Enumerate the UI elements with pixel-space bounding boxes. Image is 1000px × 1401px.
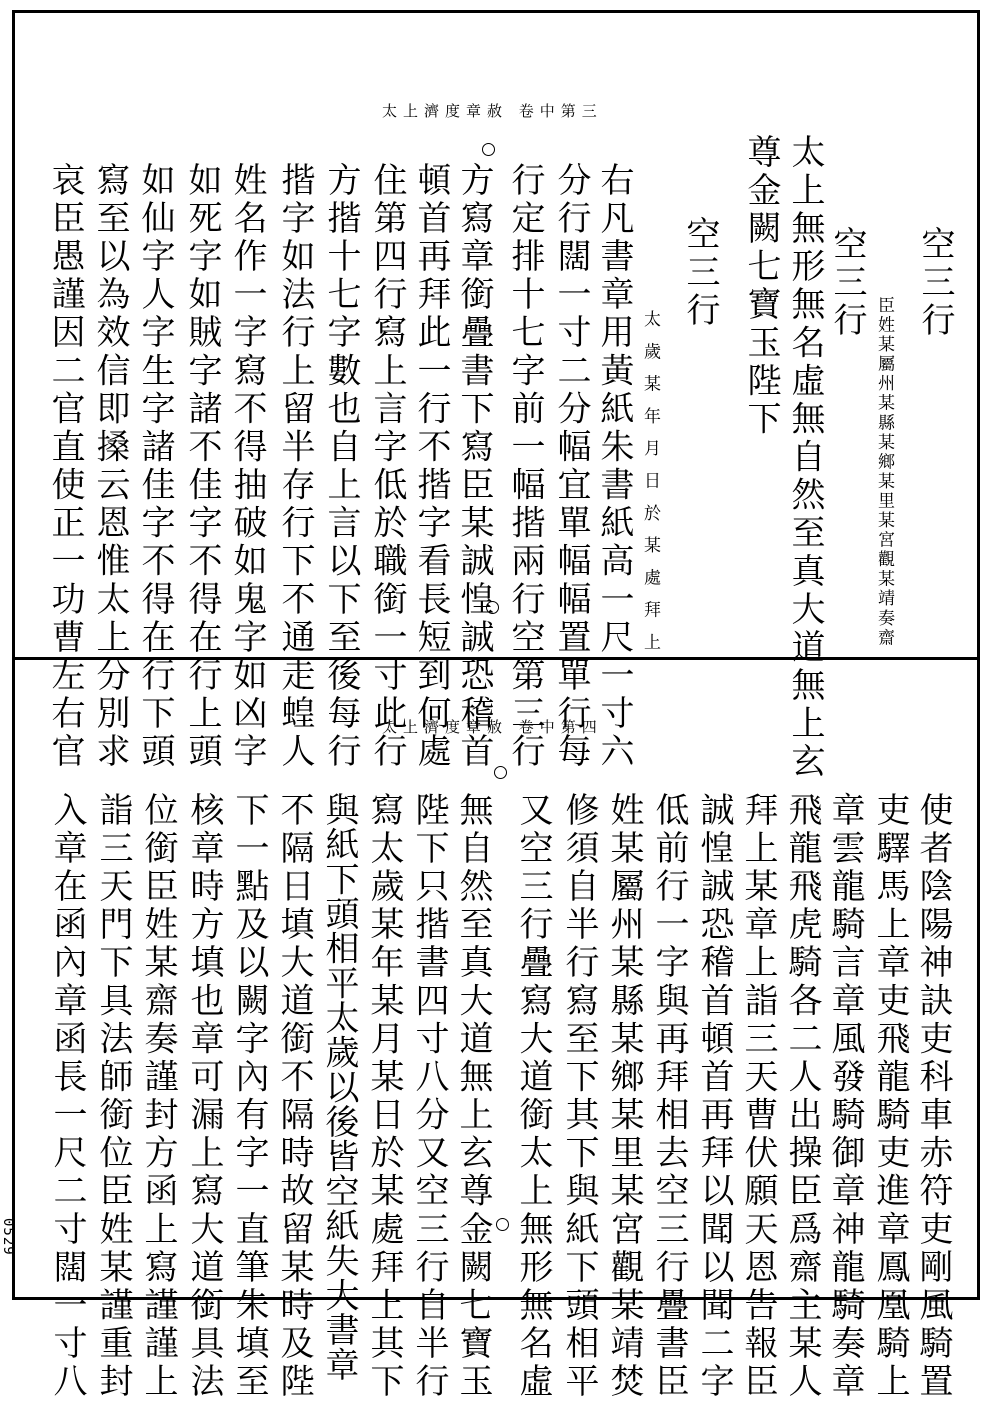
text-column: 核章時方填也章可漏上寫大道銜具法 [184,792,224,1401]
text-column: 方揩十七字數也自上言以下至後每行 [321,162,361,772]
text-column: 如死字如賊字諸不佳字不得在行上頭 [182,162,222,772]
text-column: 方寫章銜疊書下寫臣某誠惶誠恐稽首 [454,162,494,772]
section-marker-circle [494,766,507,779]
top-running-header: 太上濟度章赦 卷中第三 [382,102,603,120]
section-marker-circle [496,1218,509,1231]
text-column: 吏驛馬上章吏飛龍騎吏進章鳳凰騎上 [870,792,910,1401]
text-column: 姓名作一字寫不得抽破如鬼字如凶字 [227,162,267,772]
text-column: 與紙下頭相平太歲以後皆空紙失大書章 [319,792,359,1382]
bottom-running-header: 太上濟度章赦 卷中第四 [382,718,603,736]
text-column: 揩字如法行上留半存行下不通走蝗人 [275,162,315,772]
section-marker-circle [482,143,495,156]
text-column: 誠惶誠恐稽首頓首再拜以聞以聞二字 [694,792,734,1401]
text-column: 空三行 [827,226,867,341]
text-column: 空三行 [680,216,720,331]
text-column: 頓首再拜此一行不揩字看長短到何處 [411,162,451,772]
text-column: 入章在函內章函長一尺二寸闊一寸八 [47,792,87,1401]
text-column: 空三行 [915,226,955,341]
text-column: 章雲龍騎言章風發騎御章神龍騎奏章 [825,792,865,1401]
text-column: 詣三天門下具法師銜位臣姓某謹重封 [93,792,133,1401]
text-column: 拜上某章上詣三天曹伏願天恩告報臣 [738,792,778,1401]
text-column-small: 太歲某年月日於某處拜上 [640,310,660,666]
text-column: 使者陰陽神訣吏科車赤符吏剛風騎置 [913,792,953,1401]
text-column: 分行闊一寸二分幅宜單幅幅置單行每 [551,162,591,772]
text-column: 住第四行寫上言字低於職銜一寸此行 [367,162,407,772]
text-column: 低前行一字與再拜相去空三行疊書臣 [649,792,689,1401]
text-column: 飛龍飛虎騎各二人出操臣爲齋主某人 [782,792,822,1401]
text-column: 修須自半行寫至下其下與紙下頭相平 [559,792,599,1401]
text-column: 又空三行疊寫大道銜太上無形無名虛 [513,792,553,1401]
text-column-small: 臣姓某屬州某縣某鄉某里某宮觀某靖奏齋 [874,296,894,648]
text-column: 如仙字人字生字諸佳字不得在行下頭 [135,162,175,772]
text-column: 下一點及以闕字內有字一直筆朱填至 [229,792,269,1401]
page-number: 0529 [0,1218,16,1256]
text-column: 寫至以為效信即搡云恩惟太上分別求 [90,162,130,772]
text-column: 姓某屬州某縣某鄉某里某宮觀某靖焚 [604,792,644,1401]
text-column: 無自然至真大道無上玄尊金闕七寶玉 [453,792,493,1401]
text-column: 陛下只揩書四寸八分又空三行自半行 [409,792,449,1401]
text-column: 行定排十七字前一幅揩兩行空第三行 [505,162,545,772]
text-column: 尊金闕七寶玉陛下 [741,134,781,439]
text-column: 右凡書章用黃紙朱書紙高一尺一寸六 [594,162,634,772]
text-column: 哀臣愚謹因二官直使正一功曹左右官 [45,162,85,772]
text-column: 寫太歲某年某月某日於某處拜上其下 [364,792,404,1401]
text-column: 不隔日填大道銜不隔時故留某時及陛 [274,792,314,1401]
text-column: 位銜臣姓某齋奏謹封方函上寫謹謹上 [138,792,178,1401]
text-column: 太上無形無名虛無自然至真大道無上玄 [785,134,825,782]
